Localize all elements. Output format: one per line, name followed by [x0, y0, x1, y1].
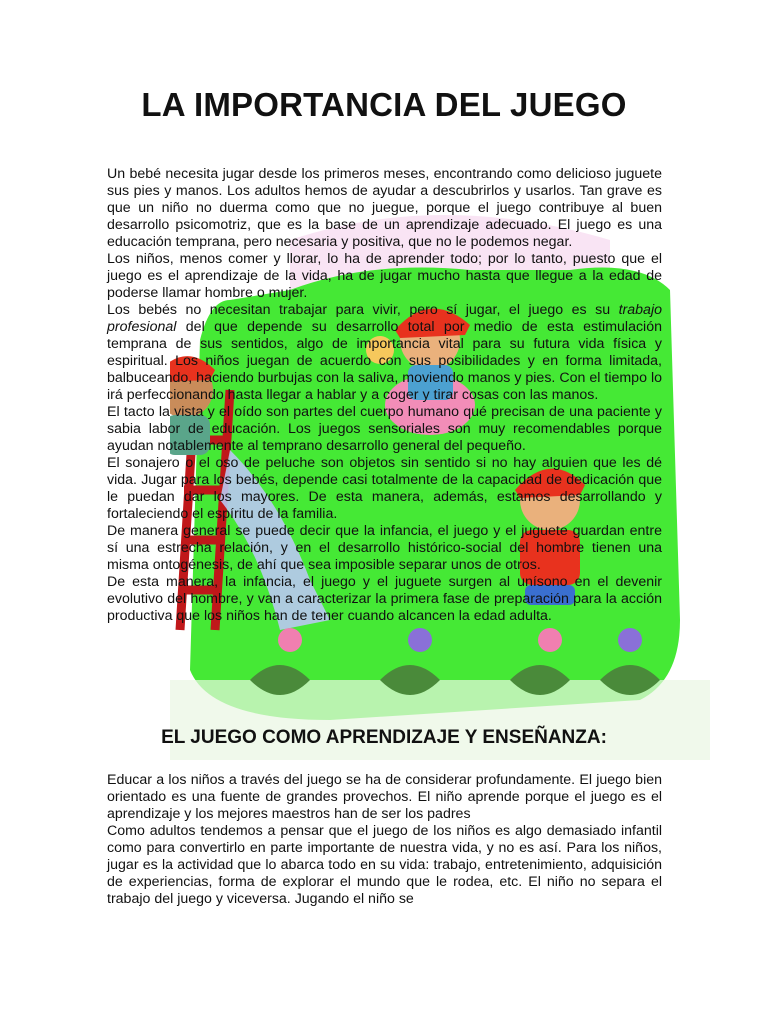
paragraph: Educar a los niños a través del juego se ha de considerar profundamente. El juego bien orientado es una fuente de grandes provechos. El niño aprende porque el juego es el aprendizaje y los mejores maestros han de ser los padres [107, 772, 662, 822]
paragraph: El tacto la vista y el oído son partes del cuerpo humano qué precisan de una paciente y sabia labor de educación. Los juegos sensoriales son muy recomendables porque ayudan notablemente al temprano desarrollo general del pequeño. [107, 404, 662, 454]
paragraph: De esta manera, la infancia, el juego y el juguete surgen al unísono en el devenir evolutivo del hombre, y van a caracterizar la primera fase de preparación para la acción productiva que los niños han de tener cuando alcancen la edad adulta. [107, 574, 662, 624]
paragraph: Como adultos tendemos a pensar que el juego de los niños es algo demasiado infantil como para convertirlo en parte importante de nuestra vida, y no es así. Para los niños, jugar es la actividad que lo abarca todo en su vida: trabajo, entretenimiento, adquisición de experiencias, forma de explorar el mundo que le rodea, etc. El niño no separa el trabajo del juego y viceversa. Jugando el niño se [107, 823, 662, 907]
paragraph: Un bebé necesita jugar desde los primeros meses, encontrando como delicioso juguete sus pies y manos. Los adultos hemos de ayudar a descubrirlos y usarlos. Tan grave es que un niño no duerma como que no juegue, porque el juego contribuye al buen desarrollo psicomotriz, que es la base de un aprendizaje adecuado. El juego es una educación temprana, pero necesaria y positiva, que no le podemos negar. [107, 166, 662, 250]
paragraph: Los bebés no necesitan trabajar para vivir, pero sí jugar, el juego es su trabajo profesional del que depende su desarrollo total por medio de esta estimulación temprana de sus sentidos, algo de importancia vital para su futura vida física y espiritual. Los niños juegan de acuerdo con sus posibilidades y en forma limitada, balbuceando, haciendo burbujas con la saliva, moviendo manos y pies. Con el tiempo lo irá perfeccionando hasta llegar a hablar y a coger y tirar cosas con las manos. [107, 302, 662, 403]
paragraph: De manera general se puede decir que la infancia, el juego y el juguete guardan entre sí una estrecha relación, y en el desarrollo histórico-social del hombre tienen una misma ontogénesis, de ahí que sea imposible separar unos de otros. [107, 523, 662, 573]
paragraph: El sonajero o el oso de peluche son objetos sin sentido si no hay alguien que les dé vida. Jugar para los bebés, depende casi totalmente de la capacidad de dedicación que le puedan dar los mayores. De esta manera, además, estamos desarrollando y fortaleciendo el espíritu de la familia. [107, 455, 662, 522]
page-title: LA IMPORTANCIA DEL JUEGO [141, 86, 627, 123]
section-1-body [107, 166, 662, 625]
section-heading: EL JUEGO COMO APRENDIZAJE Y ENSEÑANZA: [161, 727, 607, 748]
section-2-body [107, 772, 662, 908]
emphasis-text: trabajo profesional [107, 302, 662, 335]
paragraph: Los niños, menos comer y llorar, lo ha de aprender todo; por lo tanto, puesto que el juego es el aprendizaje de la vida, ha de jugar mucho hasta que llegue a la edad de poderse llamar hombre o mujer. [107, 251, 662, 301]
